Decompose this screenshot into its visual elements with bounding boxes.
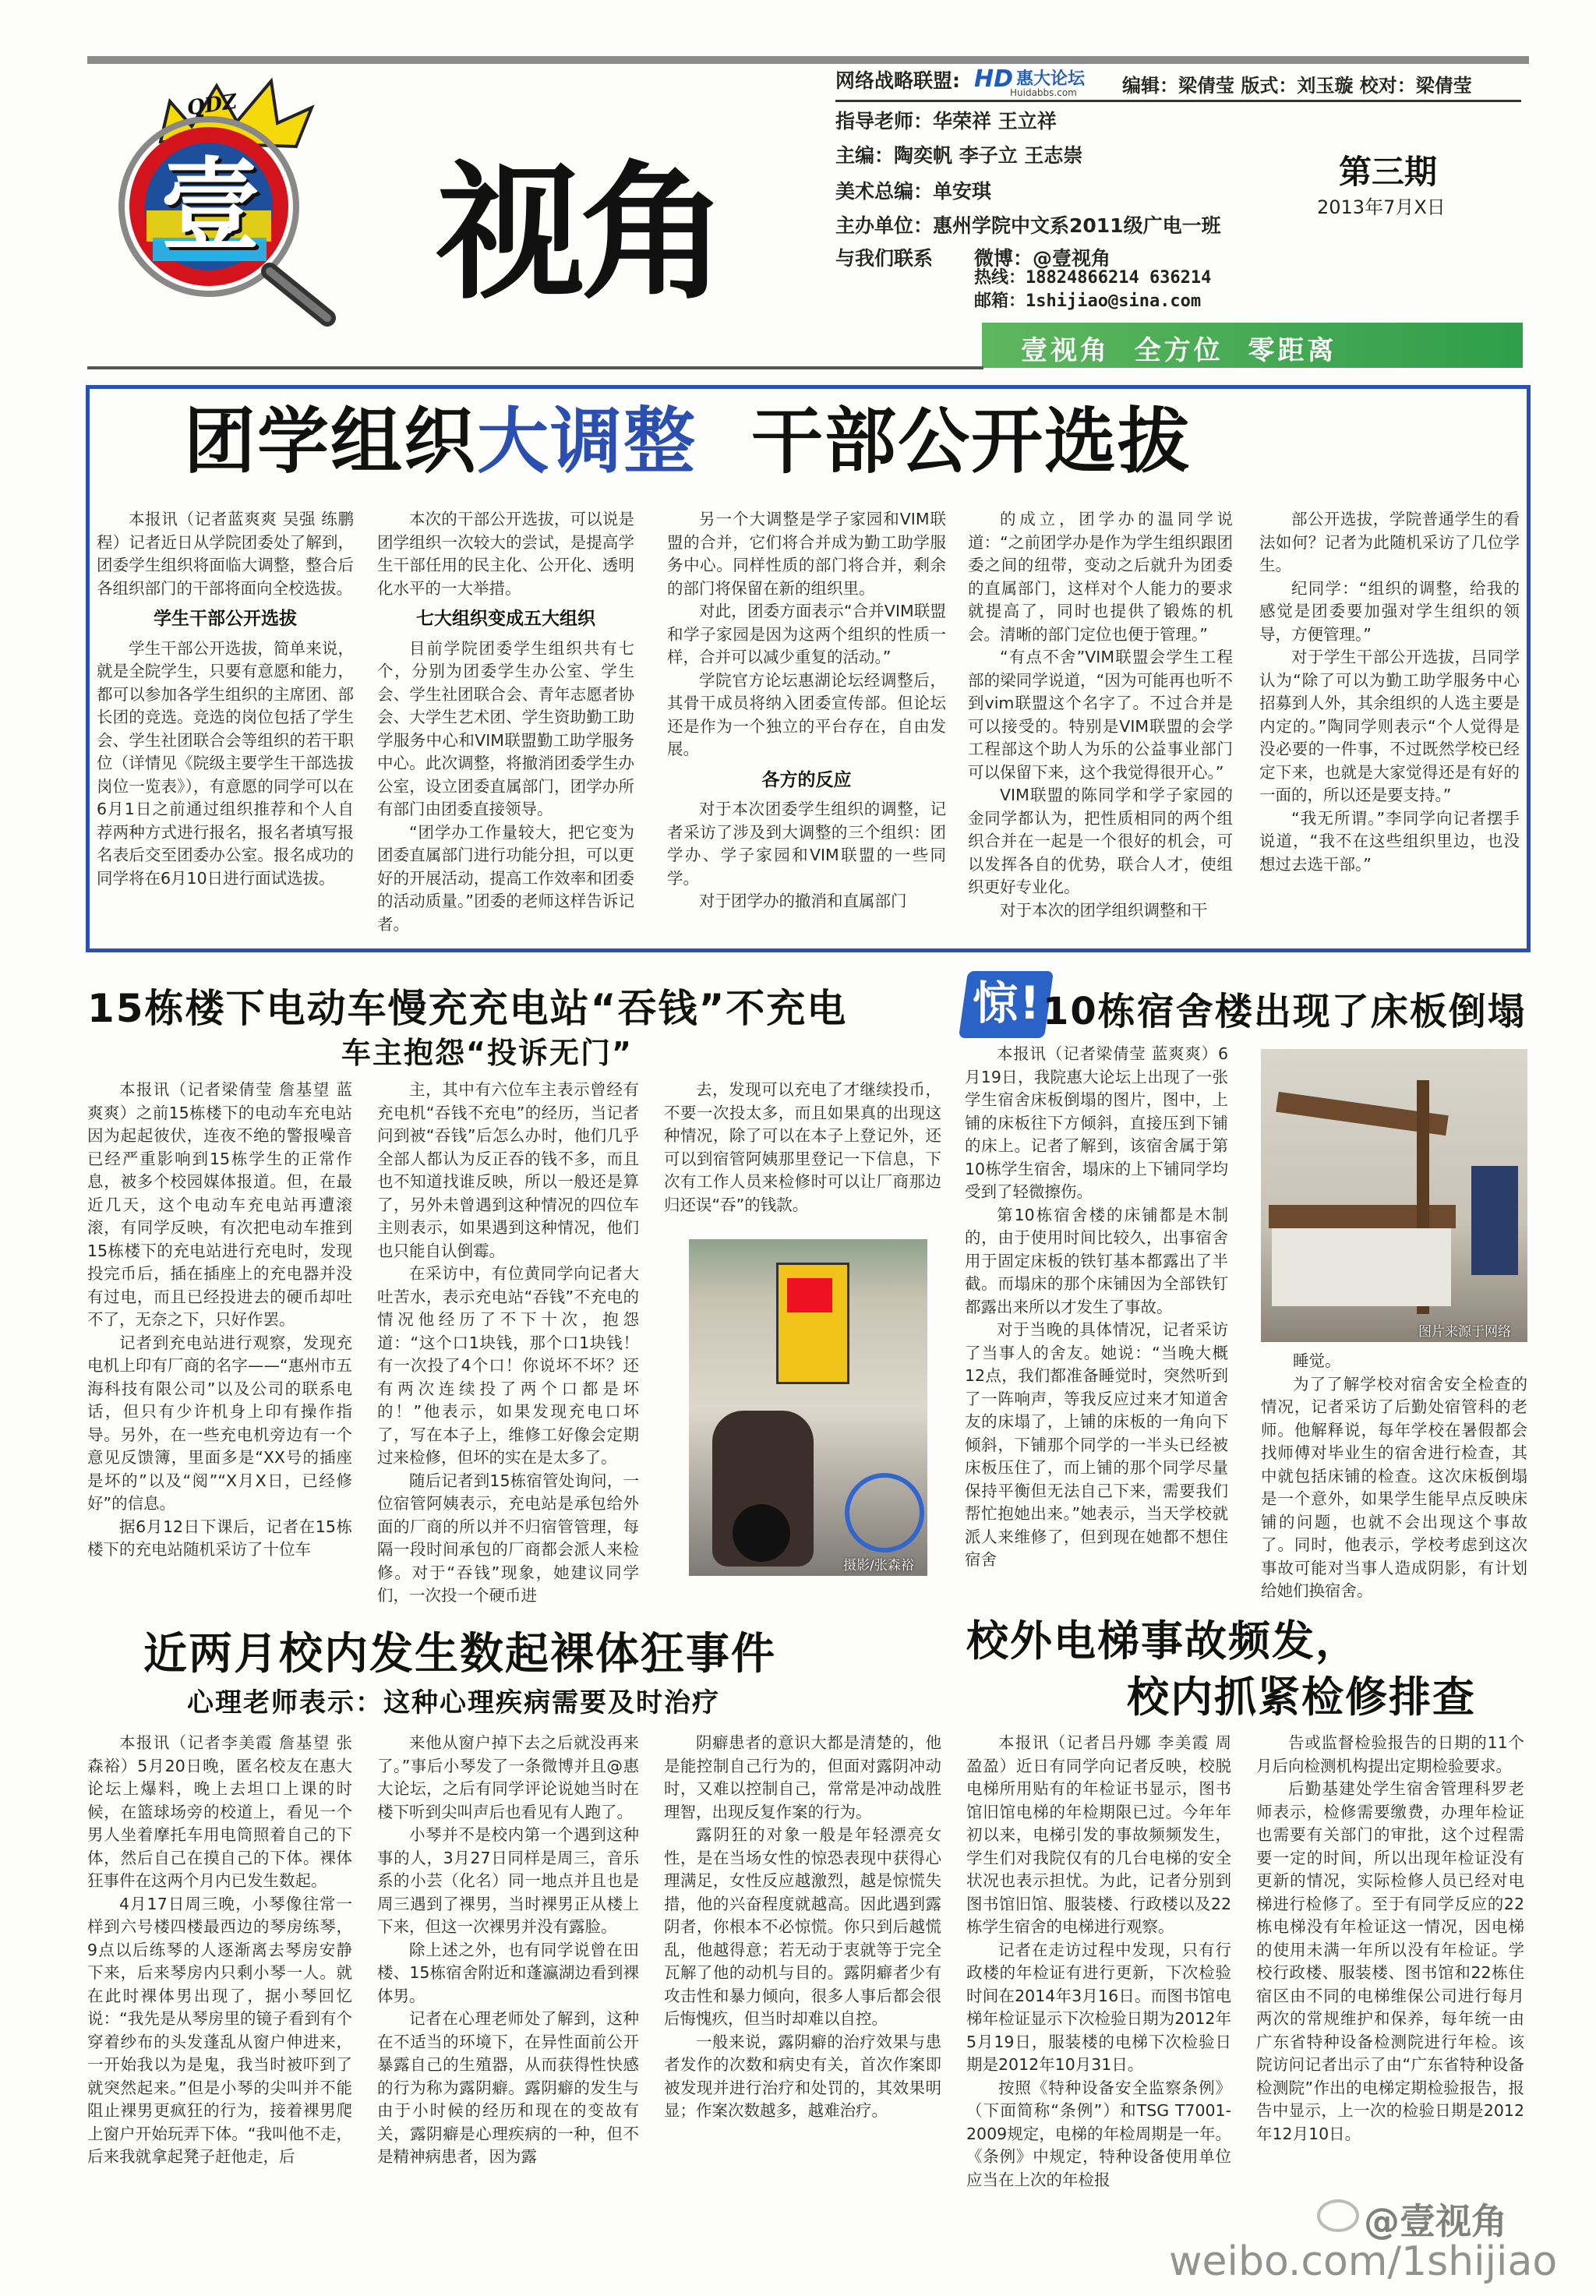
paragraph: 露阴狂的对象一般是年轻漂亮女性，是在当场女性的惊恐表现中获得心理满足，女性反应越激烈，越是惊慌失措，他的兴奋程度就越高。因此遇到露阴者，你根本不必惊慌。你只到后越慌乱，他越得意；若无动于衷就等于完全瓦解了他的动机与目的。露阴癖者少有攻击性和暴力倾向，很多人事后都会很后悔愧疚，但当时却难以自控。: [664, 1825, 941, 2028]
bed-photo: [1261, 1049, 1527, 1342]
lead-headline-b: 大调整: [477, 400, 697, 483]
paragraph: 后勤基建处学生宿舍管理科罗老师表示，检修需要缴费，办理年检证也需要有关部门的审批，这个过程需要一定的时间，所以出现年检证没有更新的情况，实际检修人员已经对电梯进行检修了。至于有同学反应的22栋电梯没有年检证这一情况，因电梯的使用未满一年所以没有年检证。学校行政楼、服装楼、图书馆和22栋住宿区由不同的电梯维保公司进行每月两次的常规维护和保养，每年统一由广东省特种设备检测院进行年检。该院访问记者出示了由“广东省特种设备检测院”作出的电梯定期检验报告，报告中显示，上一次的检验日期是2012年12月10日。: [1256, 1779, 1524, 2143]
paragraph: 记者到充电站进行观察，发现充电机上印有厂商的名字——“惠州市五海科技有限公司”以及公司的联系电话，但只有少许机身上印有操作指导。另外，在一些充电机旁边有一个意见反馈簿，里面多是“XX号的插座是坏的”以及“阅”“X月X日，已经修好”的信息。: [87, 1333, 352, 1513]
paragraph: 按照《特种设备安全监察条例》（下面简称“条例”）和TSG T7001-2009规定，电梯的年检周期是一年。《条例》中规定，特种设备使用单位应当在上次的年检报: [966, 2078, 1231, 2189]
bed-mattress: [1272, 1228, 1451, 1306]
brand-text: 视角: [436, 147, 724, 320]
paragraph: 来他从窗户掉下去之后就没再来了。”事后小琴发了一条微博并且@惠大论坛，之后有同学评论说她当时在楼下听到尖叫声后也看见有人跑了。: [377, 1733, 639, 1821]
paragraph: 小琴并不是校内第一个遇到这种事的人，3月27日同样是周三，音乐系的小芸（化名）同一地点并且也是周三遇到了裸男，当时裸男正从楼上下来，但这一次裸男并没有露脸。: [377, 1825, 639, 1936]
top-rule: [87, 56, 1529, 64]
paragraph: 本报讯（记者蓝爽爽 吴强 练鹏程）记者近日从学院团委处了解到，团委学生组织将面临大调整，整合后各组织部门的干部将面向全校选拔。: [97, 510, 354, 598]
paragraph: 随后记者到15栋宿管处询问，一位宿管阿姨表示，充电站是承包给外面的厂商的所以并不归宿管管理，每隔一段时间承包的厂商都会派人来检修。对于“吞钱”现象，她建议同学们，一次投一个硬币进: [377, 1471, 639, 1605]
elevator-col-2: [1256, 1732, 1524, 2199]
watermark-handle: @壹视角: [1364, 2200, 1507, 2242]
paragraph: 对于本次的团学组织调整和干: [1000, 900, 1208, 920]
charging-subhead: 车主抱怨“投诉无门”: [341, 1036, 633, 1070]
contact-label: 与我们联系: [835, 247, 934, 270]
paragraph: 本报讯（记者李美霞 詹基望 张森裕）5月20日晚，匿名校友在惠大论坛上爆料，晚上去坦口上课的时候，在篮球场旁的校道上，看见一个男人坐着摩托车用电筒照着自己的下体，然后自己在摸自己的下体。裸体狂事件在这两个月内已发生数起。: [87, 1733, 352, 1890]
bed-badge: 惊!: [973, 977, 1042, 1030]
paragraph: 学院官方论坛惠湖论坛经调整后，其骨干成员将纳入团委宣传部。但论坛还是作为一个独立的平台存在，自由发展。: [667, 670, 946, 758]
chief-editors-line: 主编：陶奕帆 李子立 王志崇: [835, 144, 1083, 167]
streak-headline: 近两月校内发生数起裸体狂事件: [143, 1629, 776, 1680]
elevator-headline-2: 校内抓紧检修排查: [1127, 1673, 1476, 1722]
hanging-clothes: [1471, 1166, 1518, 1275]
logo-char: 壹: [161, 148, 261, 264]
paragraph: 一般来说，露阴癖的治疗效果与患者发作的次数和病史有关，首次作案即被发现并进行治疗和处罚的，其效果明显；作案次数越多，越难治疗。: [664, 2032, 941, 2120]
paragraph: 睡觉。: [1293, 1351, 1341, 1370]
lead-col-2: [377, 508, 634, 945]
charging-col-3: [664, 1079, 941, 1235]
logo-letters: QDZ: [185, 90, 238, 121]
elevator-col-1: [966, 1732, 1231, 2227]
partner-logo: [974, 62, 1085, 100]
paragraph: “我无所谓。”李同学向记者摆手说道，“我不在这些组织里边，也没想过去选干部。”: [1259, 808, 1520, 874]
editors-line: 编辑：梁倩莹 版式：刘玉璇 校对：梁倩莹: [1122, 75, 1472, 97]
paragraph: 去，发现可以充电了才继续投币，不要一次投太多，而且如果真的出现这种情况，除了可以在本子上登记外，还可以到宿管阿姨那里登记一下信息，下次有工作人员来检修时可以让厂商那边归还误“吞”的钱款。: [664, 1080, 941, 1214]
meta-rule: [835, 100, 1521, 102]
issue-number: 第三期: [1339, 153, 1438, 191]
paragraph: 对于当晚的具体情况，记者采访了当事人的舍友。她说：“当晚大概12点，我们都准备睡觉时，突然听到了一阵响声，等我反应过来才知道舍友的床塌了，上铺的床板的一角向下倾斜，下铺那个同学的一半头已经被床板压住了，而上铺的那个同学尽量保持平衡但无法自己下来，需要我们帮忙抱她出来。”她表示，当天学校就派人来维修了，但到现在她都不想住宿舍: [965, 1320, 1228, 1569]
paragraph: “有点不舍”VIM联盟会学生工程部的梁同学说道，“因为可能再也听不到vim联盟这个名字了。不过合并是可以接受的。特别是VIM联盟的会学工程部这个助人为乐的公益事业部门可以保留下来，这个我觉得很开心。”: [968, 648, 1233, 782]
charging-photo: [689, 1239, 927, 1576]
bed-col-2: [1261, 1350, 1527, 1600]
paragraph: 另一个大调整是学子家园和VIM联盟的合并，它们将合并成为勤工助学服务中心。同样性质的部门将合并，剩余的部门将保留在新的组织里。: [667, 510, 946, 598]
masthead-underline: [87, 366, 983, 369]
paragraph: 对于学生干部公开选拔，吕同学认为“除了可以为勤工助学服务中心招募到人外，其余组织的人选主要是内定的。”陶同学则表示“个人觉得是没必要的一件事，不过既然学校已经定下来，也就是大家觉得还是有好的一面的，所以还是要支持。”: [1259, 648, 1520, 804]
paragraph: 在采访中，有位黄同学向记者大吐苦水，表示充电站“吞钱”不充电的情况他经历了不下十次，抱怨道：“这个口1块钱，那个口1块钱！有一次投了4个口！你说坏不坏？还有两次连续投了两个口都是坏的！”他表示，如果发现充电口坏了，写在本子上，维修工好像会定期过来检修，但坏的实在是太多了。: [377, 1264, 639, 1467]
paragraph: 本次的干部公开选拔，可以说是团学组织一次较大的尝试，是提高学生干部任用的民主化、公开化、透明化水平的一大举措。: [377, 510, 634, 598]
section-subhead: 七大组织变成五大组织: [416, 609, 595, 629]
bed-col-1: [965, 1043, 1228, 1588]
paragraph: 记者在走访过程中发现，只有行政楼的年检证有进行更新，下次检验时间在2014年3月16日。而图书馆电梯年检证显示下次检验日期为2012年5月19日，服装楼的电梯下次检验日期是2012年10月31日。: [966, 1940, 1231, 2074]
paragraph: 学生干部公开选拔，简单来说，就是全院学生，只要有意愿和能力，都可以参加各学生组织的主席团、部长团的竞选。竞选的岗位包括了学生会、学生社团联合会等组织的若干职位（详情见《院级主要学生干部选拔岗位一览表》），有意愿的同学可以在6月1日之前通过组织推荐和个人自荐两种方式进行报名，报名者填写报名表后交至团委办公室。报名成功的同学将在6月10日进行面试选拔。: [97, 638, 354, 888]
charging-station-panel: [787, 1278, 832, 1312]
sponsor-line: 主办单位：惠州学院中文系2011级广电一班: [835, 214, 1221, 237]
hotline-line[interactable]: 热线：18824866214 636214: [974, 268, 1212, 288]
alliance-label: 网络战略联盟:: [835, 69, 960, 92]
paragraph: 为了了解学校对宿舍安全检查的情况，记者采访了后勤处宿管科的老师。他解释说，每年学校在暑假都会找师傅对毕业生的宿舍进行检查，其中就包括床铺的检查。这次床板倒塌是一个意外，如果学生能早点反映床铺的问题，也就不会出现这个事故了。同时，他表示，学校考虑到这次事故可能对当事人造成阴影，有计划给她们换宿舍。: [1261, 1374, 1527, 1600]
paragraph: 据6月12日下课后，记者在15栋楼下的充电站随机采访了十位车: [87, 1517, 352, 1559]
paragraph: 本报讯（记者梁倩莹 蓝爽爽）6月19日，我院惠大论坛上出现了一张学生宿舍床板倒塌的图片，图中，上铺的床板往下方倾斜，直接压到下铺的床上。记者了解到，该宿舍属于第10栋学生宿舍，塌床的上下铺同学均受到了轻微擦伤。: [965, 1044, 1228, 1201]
weibo-line[interactable]: 微博：@壹视角: [974, 247, 1111, 270]
section-subhead: 各方的反应: [761, 769, 852, 790]
lead-headline-c: 干部公开选拔: [751, 400, 1192, 483]
bed-headline: 10栋宿舍楼出现了床板倒塌: [1043, 990, 1527, 1033]
charging-col-2: [377, 1079, 639, 1605]
art-director-line: 美术总编：单安琪: [835, 180, 992, 203]
lead-headline-a: 团学组织: [184, 400, 478, 483]
slogan-bar: [982, 323, 1523, 368]
partner-hd-icon: HD: [974, 65, 1014, 93]
paragraph: 主，其中有六位车主表示曾经有充电机“吞钱不充电”的经历，当记者问到被“吞钱”后怎么办时，他们几乎全部人都认为反正吞的钱不多，而且也不知道找谁反映，所以一般还是算了，另外未曾遇到这种情况的四位车主则表示，如果遇到这种情况，他们也只能自认倒霉。: [377, 1080, 639, 1260]
lead-col-5: [1259, 508, 1520, 945]
partner-logo-name: 惠大论坛: [1016, 69, 1086, 89]
streak-subhead: 心理老师表示：这种心理疾病需要及时治疗: [187, 1687, 720, 1718]
masthead-logo: [92, 70, 427, 327]
paragraph: 记者在心理老师处了解到，这种在不适当的环境下，在异性面前公开暴露自己的生殖器，从而获得性快感的行为称为露阴癖。露阴癖的发生与由于小时候的经历和现在的变故有关，露阴癖是心理疾病的一种，但不是精神病患者，因为露: [377, 2009, 639, 2166]
lead-headline: [184, 399, 1191, 485]
lead-col-4: [968, 508, 1233, 945]
streak-col-3: [664, 1732, 941, 2282]
paragraph: 阴癖患者的意识大都是清楚的，他是能控制自己行为的，但面对露阴冲动时，又难以控制自己，常常是冲动战胜理智，出现反复作案的行为。: [664, 1733, 941, 1821]
lead-col-3: [667, 508, 946, 945]
scooter-wheel: [733, 1504, 790, 1562]
paragraph: “团学办工作量较大，把它变为团委直属部门进行功能分担，可以更好的开展活动，提高工作效率和团委的活动质量。”团委的老师这样告诉记者。: [377, 822, 634, 934]
streak-col-2: [377, 1732, 639, 2282]
streak-col-1: [87, 1732, 352, 2282]
lead-col-1: [97, 508, 354, 945]
email-line[interactable]: 邮箱：1shijiao@sina.com: [974, 291, 1202, 311]
paragraph: 告或监督检验报告的日期的11个月后向检测机构提出定期检验要求。: [1256, 1733, 1524, 1775]
paragraph: 的成立，团学办的温同学说道：“之前团学办是作为学生组织跟团委之间的纽带，变动之后就升为团委的直属部门，这样对个人能力的要求就提高了，同时也提供了锻炼的机会。清晰的部门定位也便于管理。”: [968, 510, 1233, 644]
advisors-line: 指导老师：华荣祥 王立祥: [835, 110, 1057, 132]
paragraph: VIM联盟的陈同学和学子家园的金同学都认为，把性质相同的两个组织合并在一起是一个很好的机会，可以发挥各自的优势，联合人才，使组织更好专业化。: [968, 786, 1233, 896]
weibo-eye-icon: [1317, 2199, 1359, 2232]
paragraph: 对于团学办的撤消和直属部门: [699, 892, 907, 910]
paragraph: 纪同学：“组织的调整，给我的感觉是团委要加强对学生组织的领导，方便管理。”: [1259, 578, 1520, 644]
bed-photo-credit: 图片来源于网络: [1418, 1324, 1511, 1340]
paragraph: 对于本次团委学生组织的调整，记者采访了涉及到大调整的三个组织：团学办、学子家园和VIM联盟的一些同学。: [667, 800, 946, 888]
section-subhead: 学生干部公开选拔: [154, 609, 297, 629]
parked-bike: [845, 1473, 924, 1552]
watermark-url: weibo.com/1shijiao: [1169, 2238, 1558, 2285]
paragraph: 第10栋宿舍楼的床铺都是木制的，由于使用时间比较久，出事宿舍用于固定床板的铁钉基本都露出了半截。而塌床的那个床铺因为全部铁钉都露出来所以才发生了事故。: [965, 1205, 1228, 1316]
paragraph: 4月17日周三晚，小琴像往常一样到六号楼四楼最西边的琴房练琴，9点以后练琴的人逐渐离去琴房安静下来，后来琴房内只剩小琴一人。就在此时裸体男出现了，据小琴回忆说：“我先是从琴房里的镜子看到有个穿着纱布的头发蓬乱从窗户伸进来，一开始我以为是鬼，我当时被吓到了就突然起来。”但是小琴的尖叫并不能阻止裸男更疯狂的行为，接着裸男爬上窗户开始玩弄下体。“我叫他不走，后来我就拿起凳子赶他走，后: [87, 1894, 352, 2166]
paragraph: 本报讯（记者梁倩莹 詹基望 蓝爽爽）之前15栋楼下的电动车充电站因为起起彼伏，连夜不绝的警报噪音已经严重影响到15栋学生的正常作息，被多个校园媒体报道。但，在最近几天，这个电动车充电站再遭滚滚，有同学反映，有次把电动车推到15栋楼下的充电站进行充电时，发现投完币后，插在插座上的充电器并没有过电，而且已经投进去的硬币却吐不了，无奈之下，只好作罢。: [87, 1080, 352, 1329]
paragraph: 部公开选拔，学院普通学生的看法如何？记者为此随机采访了几位学生。: [1259, 510, 1520, 574]
issue-date: 2013年7月X日: [1317, 196, 1446, 218]
elevator-headline-1: 校外电梯事故频发，: [966, 1616, 1359, 1665]
paragraph: 除上述之外，也有同学说曾在田楼、15栋宿舍附近和蓬瀛湖边看到裸体男。: [377, 1940, 639, 2005]
paragraph: 本报讯（记者吕丹娜 李美霞 周盈盈）近日有同学向记者反映，校脱电梯所用贴有的年检证书显示，图书馆旧馆电梯的年检期限已过。今年年初以来，电梯引发的事故频频发生，学生们对我院仅有的几台电梯的安全状况也表示担忧。为此，记者分别到图书馆旧馆、服装楼、行政楼以及22栋学生宿舍的电梯进行观察。: [966, 1733, 1231, 1936]
charging-headline: 15栋楼下电动车慢充充电站“吞钱”不充电: [87, 986, 848, 1031]
partner-url: Huidabbs.com: [1010, 87, 1077, 98]
slogan-text: 壹视角 全方位 零距离: [1021, 335, 1337, 366]
paragraph: 对此，团委方面表示“合并VIM联盟和学子家园是因为这两个组织的性质一样，合并可以减少重复的活动。”: [667, 602, 946, 666]
charging-col-1: [87, 1079, 352, 1587]
charging-photo-credit: 摄影/张森裕: [843, 1558, 914, 1574]
paragraph: 目前学院团委学生组织共有七个，分别为团委学生办公室、学生会、学生社团联合会、青年志愿者协会、大学生艺术团、学生资助勤工助学服务中心和VIM联盟勤工助学服务中心。此次调整，将撤消团委学生办公室，设立团委直属部门，团学办所有部门由团委直接领导。: [377, 638, 634, 818]
